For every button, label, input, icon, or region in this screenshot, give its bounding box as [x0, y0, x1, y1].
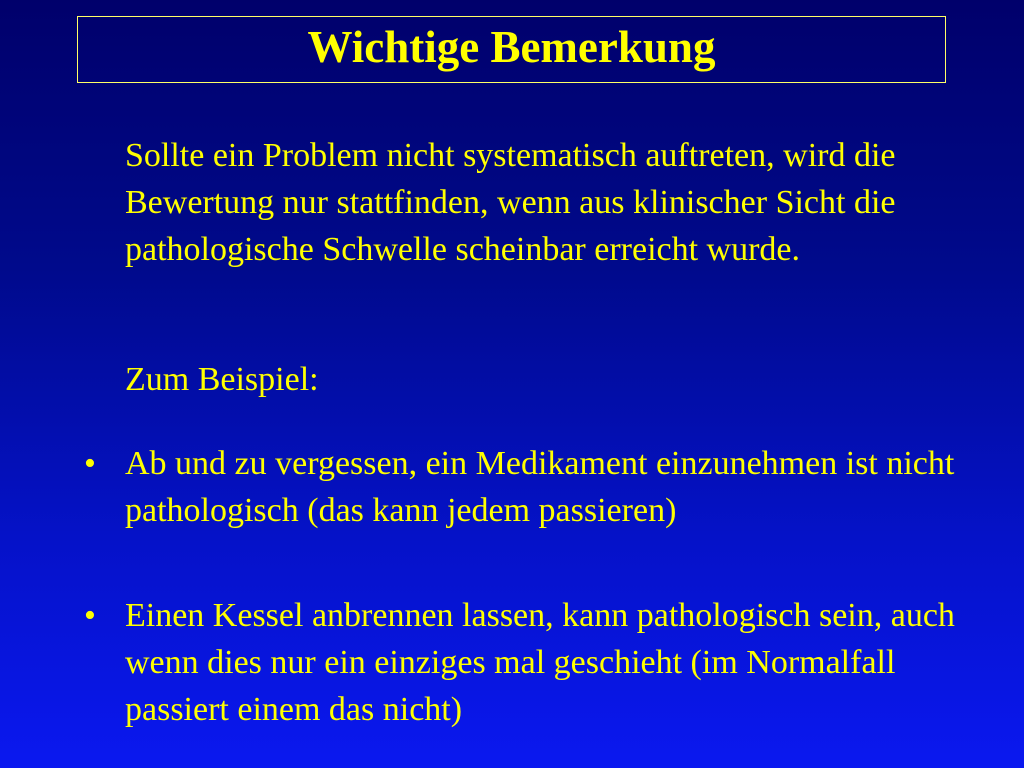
slide-title: Wichtige Bemerkung [307, 22, 716, 72]
bullet-text: Ab und zu vergessen, ein Medikament einzunehmen ist nicht pathologisch (das kann jedem passieren) [125, 445, 955, 529]
bullet-marker: • [84, 445, 96, 482]
bullet-text: Einen Kessel anbrennen lassen, kann pathologisch sein, auch wenn dies nur ein einziges mal geschieht (im Normalfall passiert einem das nicht) [125, 597, 955, 728]
title-frame [77, 16, 946, 83]
example-label: Zum Beispiel: [125, 361, 319, 398]
bullet-marker: • [84, 597, 96, 634]
intro-paragraph: Sollte ein Problem nicht systematisch auftreten, wird die Bewertung nur stattfinden, wenn aus klinischer Sicht die pathologische Schwelle scheinbar erreicht wurde. [125, 137, 896, 268]
